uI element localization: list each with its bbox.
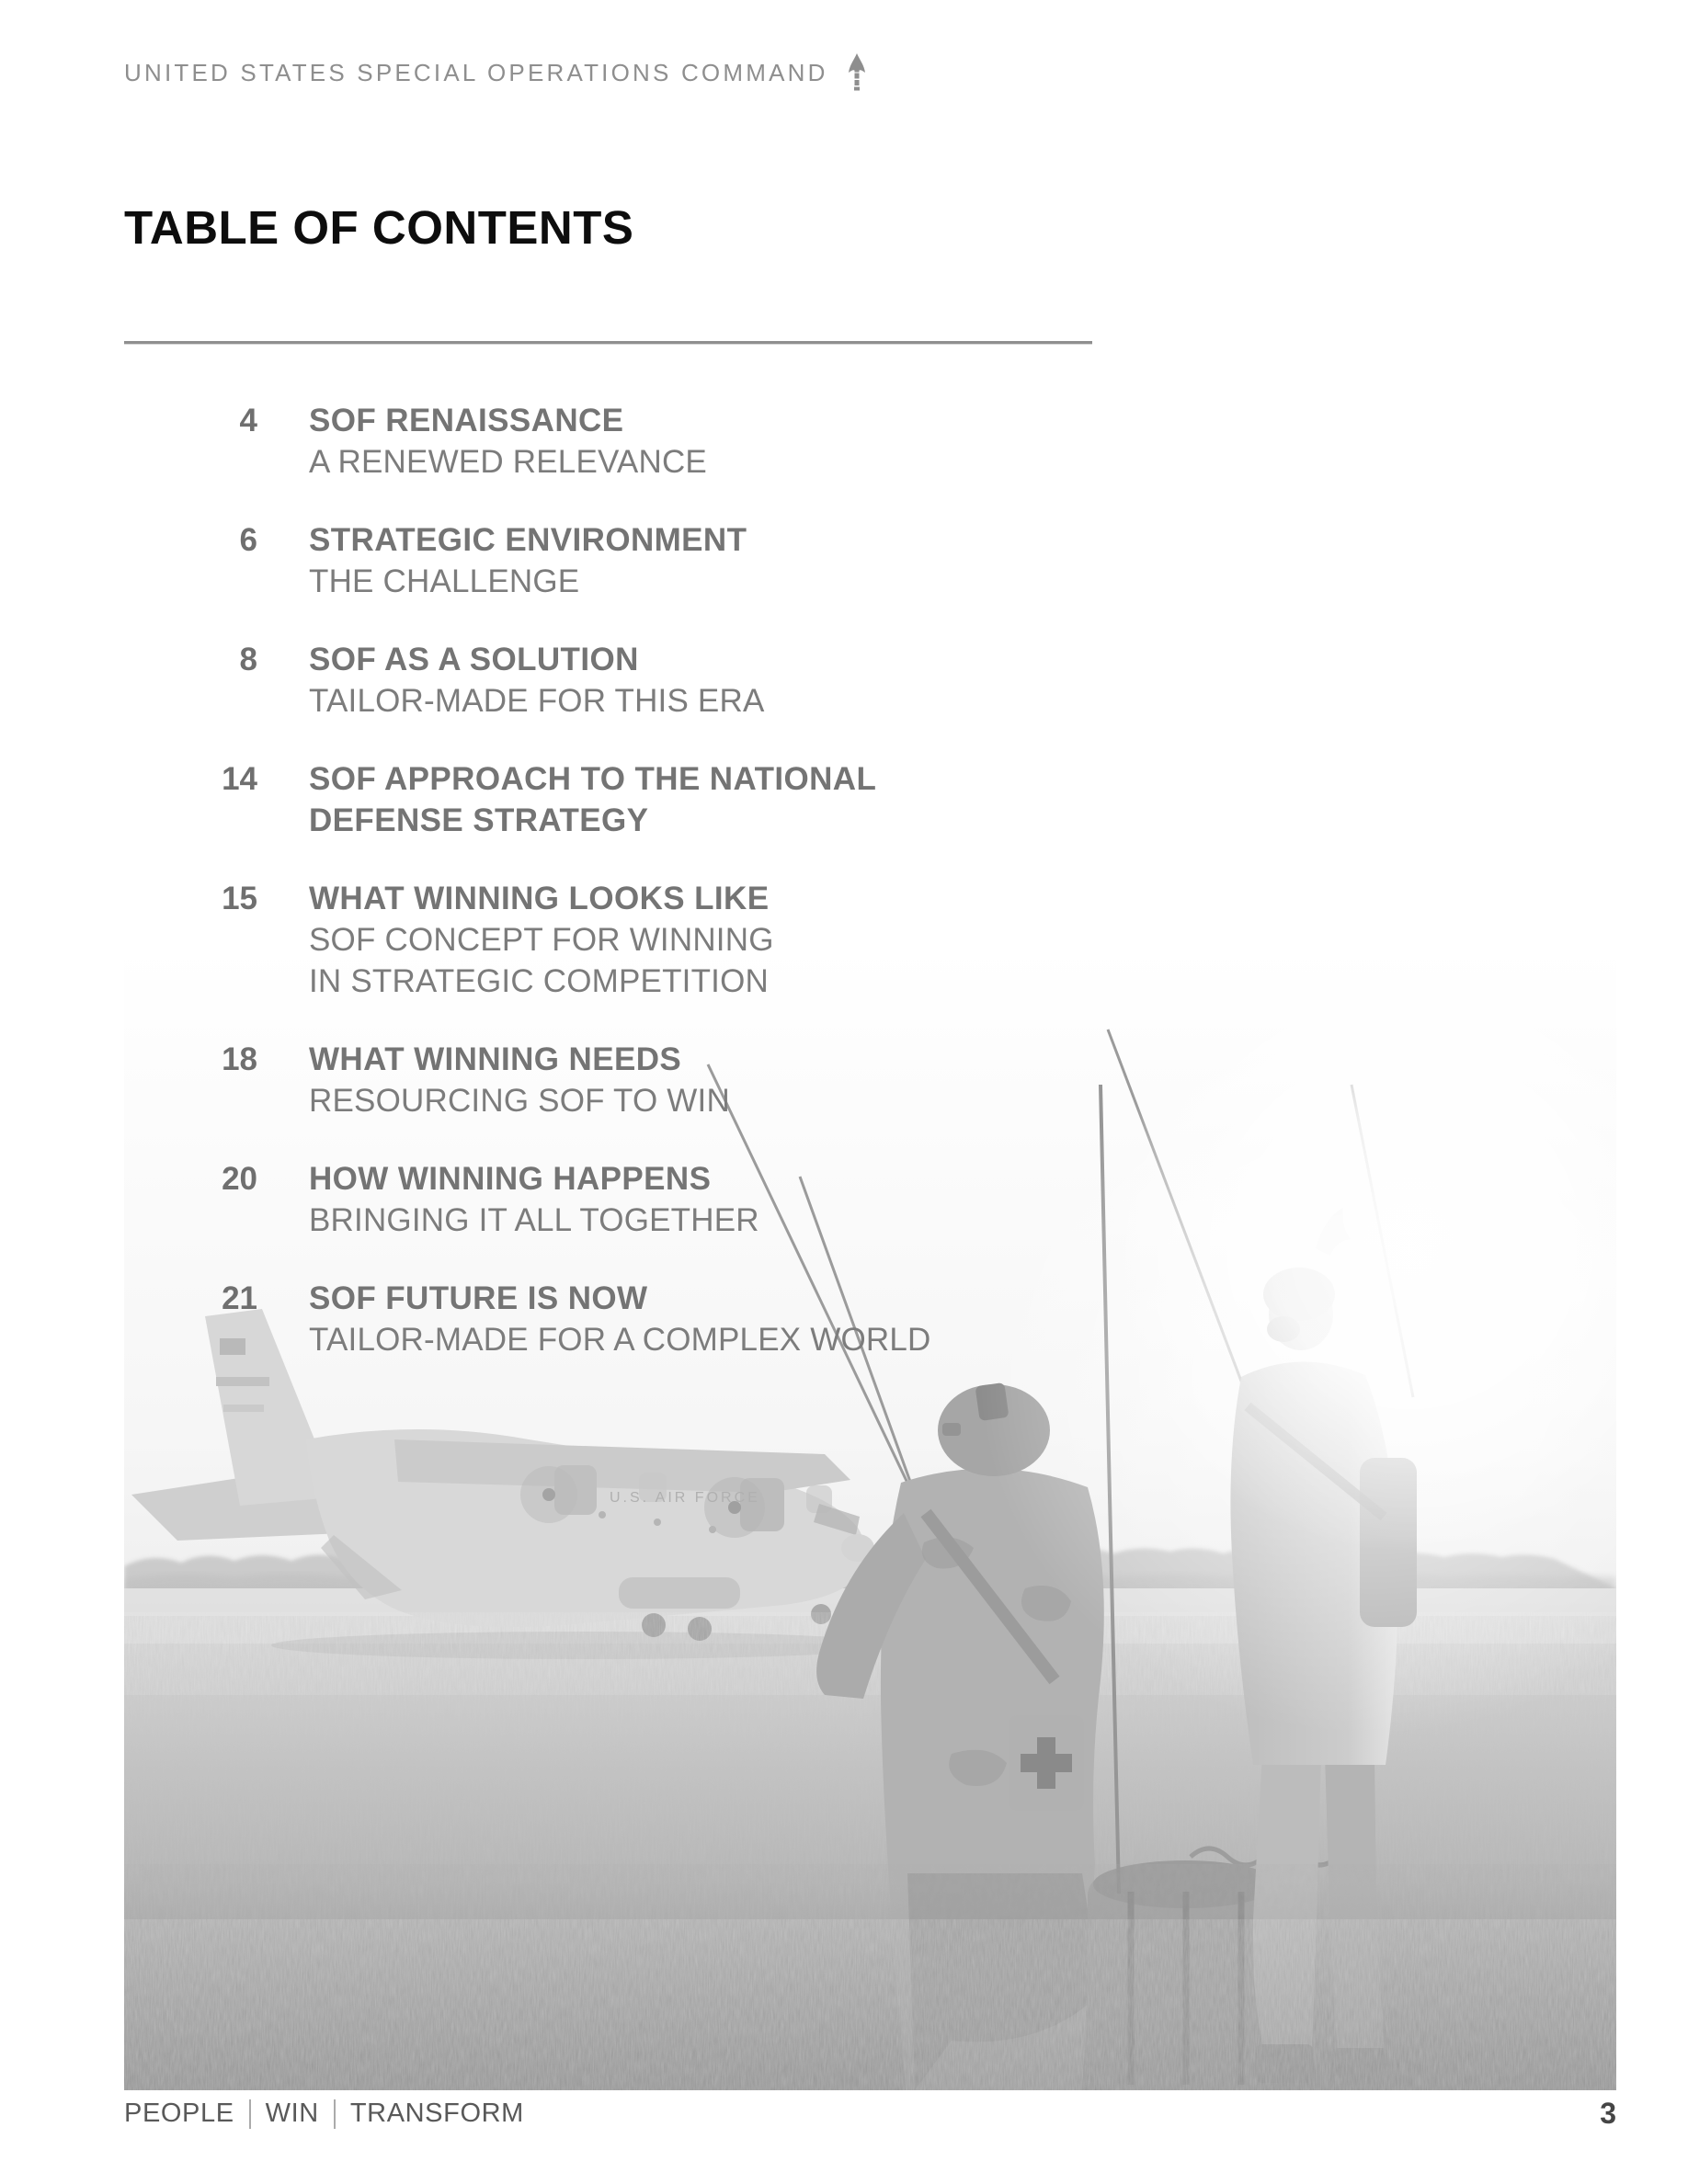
toc-entry-title-line: HOW WINNING HAPPENS xyxy=(309,1161,712,1197)
toc-entry-subtitle-line: SOF CONCEPT FOR WINNING xyxy=(309,922,774,958)
toc-entry-subtitle-line: THE CHALLENGE xyxy=(309,563,580,599)
toc-entry-title-line: SOF RENAISSANCE xyxy=(309,403,624,438)
page-title: TABLE OF CONTENTS xyxy=(124,201,634,254)
toc-entry xyxy=(124,1158,1135,1241)
plane-marking-text: U.S. AIR FORCE xyxy=(610,1490,760,1506)
toc-entry-text xyxy=(309,1158,1135,1241)
toc-entry-title-line: SOF FUTURE IS NOW xyxy=(309,1280,648,1316)
toc-entry-title-line: WHAT WINNING LOOKS LIKE xyxy=(309,881,770,916)
toc-entry-page-number: 15 xyxy=(222,881,257,916)
toc-entry xyxy=(124,1278,1135,1360)
socom-spearhead-icon xyxy=(845,53,869,92)
toc-entry-text xyxy=(309,639,1135,722)
toc-entry xyxy=(124,758,1135,841)
toc-entry-text xyxy=(309,519,1135,602)
toc-entry-title-line: SOF AS A SOLUTION xyxy=(309,642,639,677)
toc-entry-text xyxy=(309,878,1135,1002)
toc-entry xyxy=(124,519,1135,602)
toc-entry-title-line: DEFENSE STRATEGY xyxy=(309,802,649,838)
toc-entry-page-number: 4 xyxy=(239,403,257,438)
page-number: 3 xyxy=(1600,2097,1616,2130)
toc-entry-page-number: 18 xyxy=(222,1041,257,1077)
toc-entry-subtitle-line: TAILOR-MADE FOR A COMPLEX WORLD xyxy=(309,1322,931,1358)
toc-entry-title-line: STRATEGIC ENVIRONMENT xyxy=(309,522,747,558)
toc-entry-text xyxy=(309,758,1135,841)
toc-entry-subtitle-line: A RENEWED RELEVANCE xyxy=(309,444,707,480)
toc-entry-subtitle-line: IN STRATEGIC COMPETITION xyxy=(309,963,769,999)
toc-entry-text xyxy=(309,400,1135,483)
footer-motto-word: WIN xyxy=(265,2099,319,2128)
toc-entry-page-number: 8 xyxy=(239,642,257,677)
toc-entry xyxy=(124,639,1135,722)
footer-motto-word: PEOPLE xyxy=(124,2099,234,2128)
toc-entry-text xyxy=(309,1278,1135,1360)
toc-entry-page-number: 14 xyxy=(222,761,257,797)
toc-entry-page-number: 20 xyxy=(222,1161,257,1197)
toc-entry-title-line: WHAT WINNING NEEDS xyxy=(309,1041,682,1077)
toc-entry-subtitle-line: BRINGING IT ALL TOGETHER xyxy=(309,1202,759,1238)
header-org-name: UNITED STATES SPECIAL OPERATIONS COMMAND xyxy=(124,58,828,86)
toc-entry-page-number: 6 xyxy=(239,522,257,558)
toc-list xyxy=(124,400,1135,1360)
toc-entry-page-number: 21 xyxy=(222,1280,257,1316)
toc-entry-text xyxy=(309,1039,1135,1121)
title-rule xyxy=(124,341,1092,345)
toc-entry xyxy=(124,878,1135,1002)
toc-entry xyxy=(124,400,1135,483)
page-header xyxy=(124,53,1688,92)
footer-motto xyxy=(124,2099,524,2129)
footer-motto-word: TRANSFORM xyxy=(349,2099,524,2128)
footer-separator xyxy=(249,2099,251,2129)
footer-separator xyxy=(334,2099,336,2129)
toc-entry-title-line: SOF APPROACH TO THE NATIONAL xyxy=(309,761,877,797)
toc-entry xyxy=(124,1039,1135,1121)
toc-entry-subtitle-line: TAILOR-MADE FOR THIS ERA xyxy=(309,683,765,719)
toc-entry-subtitle-line: RESOURCING SOF TO WIN xyxy=(309,1083,730,1119)
